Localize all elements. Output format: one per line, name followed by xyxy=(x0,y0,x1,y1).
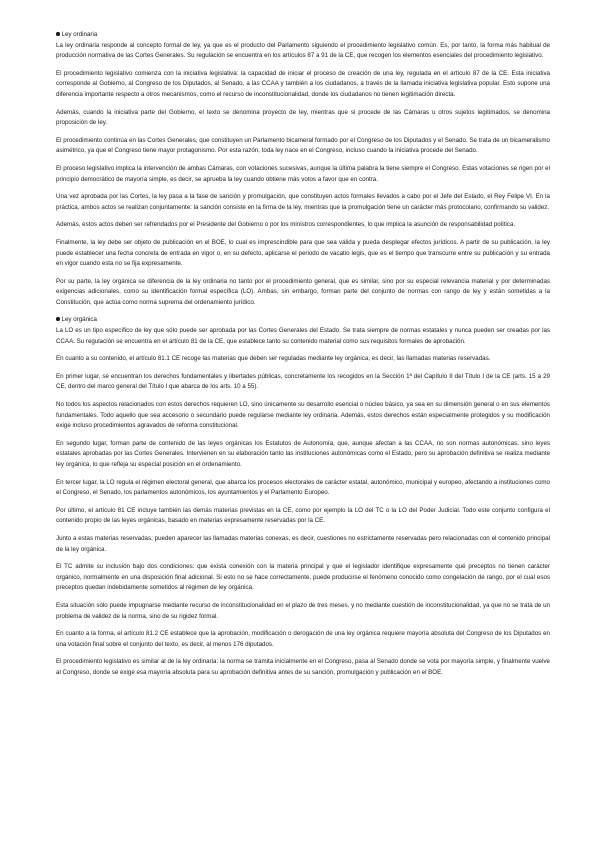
section-heading xyxy=(56,315,550,326)
paragraph: El procedimiento legislativo es similar al de la ley ordinaria: la norma se tramita inicialmente en el Congreso, pasa al Senado donde se vota por mayoría simple, y finalmente vuelve al Congreso, donde se exige esa mayoría absoluta para su aprobación definitiva antes de su sanción, promulgación y publicación en el BOE. xyxy=(56,658,550,676)
paragraph: El proceso legislativo implica la intervención de ambas Cámaras, con votaciones sucesivas, aunque la última palabra la tiene siempre el Congreso. Estas votaciones se rigen por el principio democrático de mayoría simple, es decir, se aprueba la ley cuando obtiene más votos a favor que en contra. xyxy=(56,164,550,183)
heading-text: Ley ordinaria xyxy=(61,31,98,38)
section-heading xyxy=(56,30,550,41)
paragraph: No todos los aspectos relacionados con estos derechos requieren LO, sino únicamente su desarrollo esencial o núcleo básico, ya sea en su dimensión general o en sus elementos fundamentales. Todo aquello que sea accesorio o secundario puede regularse mediante ley ordinaria. Además, estos derechos están especialmente protegidos y su modificación exige incluso procedimientos agravados de reforma constitucional. xyxy=(56,401,550,430)
section-ley-organica xyxy=(56,315,550,678)
paragraph: El TC admite su inclusión bajo dos condiciones: que exista conexión con la materia principal y que el legislador identifique expresamente qué preceptos no tienen carácter orgánico, normalmente en una disposición final adicional. Si esto no se hace correctamente, puede producirse el fenómeno conocido como congelación de rango, por el cual esos preceptos quedan indebidamente sometidos al régimen de ley orgánica. xyxy=(56,563,550,592)
document-page xyxy=(56,30,550,686)
paragraph: Además, cuando la iniciativa parte del Gobierno, el texto se denomina proyecto de ley, mientras que si procede de las Cámaras u otros sujetos legitimados, se denomina proposición de ley. xyxy=(56,108,550,127)
paragraph: En segundo lugar, forman parte de contenido de las leyes orgánicas los Estatutos de Autonomía, que, aunque afectan a las CCAA, no son normas autonómicas, sino leyes estatales aprobadas por las Cortes Generales. Intervienen en su elaboración tanto las instituciones autonómicas como el Estado, pero su aprobación definitiva se realiza mediante ley orgánica, lo que refleja su especial posición en el ordenamiento. xyxy=(56,439,550,468)
paragraph: La ley ordinaria responde al concepto formal de ley, ya que es el producto del Parlamento siguiendo el procedimiento legislativo común. Es, por tanto, la forma más habitual de producción normativa de las Cortes Generales. Su regulación se encuentra en los artículos 87 a 91 de la CE, que recogen los elementos esenciales del procedimiento legislativo. xyxy=(56,41,550,60)
bullet-icon xyxy=(56,32,60,36)
heading-text: Ley orgánica xyxy=(61,316,97,324)
paragraph: La LO es un tipo específico de ley que sólo puede ser aprobada por las Cortes Generales del Estado. Se trata siempre de normas estatales y nunca pueden ser creadas por las CCAA. Su regulación se encuentra en el artículo 81 de la CE, que establece tanto su contenido material como sus requisitos formales de aprobación. xyxy=(56,327,550,345)
bullet-icon xyxy=(56,317,60,321)
paragraph: En cuanto a la forma, el artículo 81.2 CE establece que la aprobación, modificación o derogación de una ley orgánica requiere mayoría absoluta del Congreso de los Diputados en una votación final sobre el conjunto del texto, es decir, al menos 176 diputados. xyxy=(56,630,550,648)
paragraph: Junto a estas materias reservadas, pueden aparecer las llamadas materias conexas, es decir, cuestiones no estrictamente reservadas pero relacionadas con el contenido principal de la ley orgánica. xyxy=(56,534,550,553)
paragraph: En primer lugar, se encuentran los derechos fundamentales y libertades públicas, concretamente los recogidos en la Sección 1ª del Capítulo II del Título I de la CE (arts. 15 a 29 CE, dentro del marco general del Título I que abarca de los arts. 10 a 55). xyxy=(56,372,550,391)
paragraph: Esta situación sólo puede impugnarse mediante recurso de inconstitucionalidad en el plazo de tres meses, y no mediante cuestión de inconstitucionalidad, ya que no se trata de un problema de validez de la norma, sino de su rigidez formal. xyxy=(56,601,550,620)
paragraph: Por último, el artículo 81 CE incluye también las demás materias previstas en la CE, como por ejemplo la LO del TC o la LO del Poder Judicial. Todo este conjunto configura el contenido propio de las leyes orgánicas, basado en materias expresamente reservadas por la CE. xyxy=(56,506,550,525)
paragraph: En tercer lugar, la LO regula el régimen electoral general, que abarca los procesos electorales de carácter estatal, autonómico, municipal y europeo, afectando a instituciones como el Congreso, el Senado, los parlamentos autonómicos, los ayuntamientos y el Parlamento Europeo. xyxy=(56,478,550,497)
paragraph: El procedimiento legislativo comienza con la iniciativa legislativa: la capacidad de iniciar el proceso de creación de una ley, regulada en el artículo 87 de la CE. Esta iniciativa corresponde al Gobierno, al Congreso de los Diputados, al Senado, a las CCAA y también a los ciudadanos, a través de la llamada iniciativa legislativa popular. Esto supone una diferencia importante respecto a otros mecanismos, como el recurso de inconstitucionalidad, donde los ciudadanos no tienen legitimación directa. xyxy=(56,69,550,98)
paragraph: En cuanto a su contenido, el artículo 81.1 CE recoge las materias que deben ser reguladas mediante ley orgánica, es decir, las llamadas materias reservadas. xyxy=(56,355,491,363)
paragraph: Finalmente, la ley debe ser objeto de publicación en el BOE, lo cual es imprescindible para que sea válida y pueda desplegar efectos jurídicos. A partir de su publicación, la ley puede establecer una fecha concreta de entrada en vigor o, en su defecto, aplicarse el periodo de vacatio legis, que es el tiempo que transcurre entre su publicación y su entrada en vigor cuando esta no se fija expresamente. xyxy=(56,238,550,268)
paragraph: Una vez aprobada por las Cortes, la ley pasa a la fase de sanción y promulgación, que constituyen actos formales llevados a cabo por el Jefe del Estado, el Rey Felipe VI. En la práctica, ambos actos se realizan conjuntamente: la sanción consiste en la firma de la ley, mientras que la promulgación tiene un carácter más protocolario, confirmando su validez. xyxy=(56,193,550,211)
section-ley-ordinaria xyxy=(56,30,550,308)
paragraph: Además, estos actos deben ser refrendados por el Presidente del Gobierno o por los ministros correspondientes, lo que implica la asunción de responsabilidad política. xyxy=(56,221,516,229)
paragraph: Por su parte, la ley orgánica se diferencia de la ley ordinaria no tanto por el procedimiento general, que es similar, sino por su especial relevancia material y por determinadas exigencias adicionales, como su identificación formal específica (LO). Ambas, sin embargo, forman parte del conjunto de normas con rango de ley y están sometidas a la Constitución, que actúa como norma suprema del ordenamiento jurídico. xyxy=(56,277,550,306)
paragraph: El procedimiento continúa en las Cortes Generales, que constituyen un Parlamento bicameral formado por el Congreso de los Diputados y el Senado. Se trata de un bicameralismo asimétrico, ya que el Congreso tiene mayor protagonismo. Por esta razón, toda ley nace en el Congreso, incluso cuando la iniciativa procede del Senado. xyxy=(56,136,550,155)
